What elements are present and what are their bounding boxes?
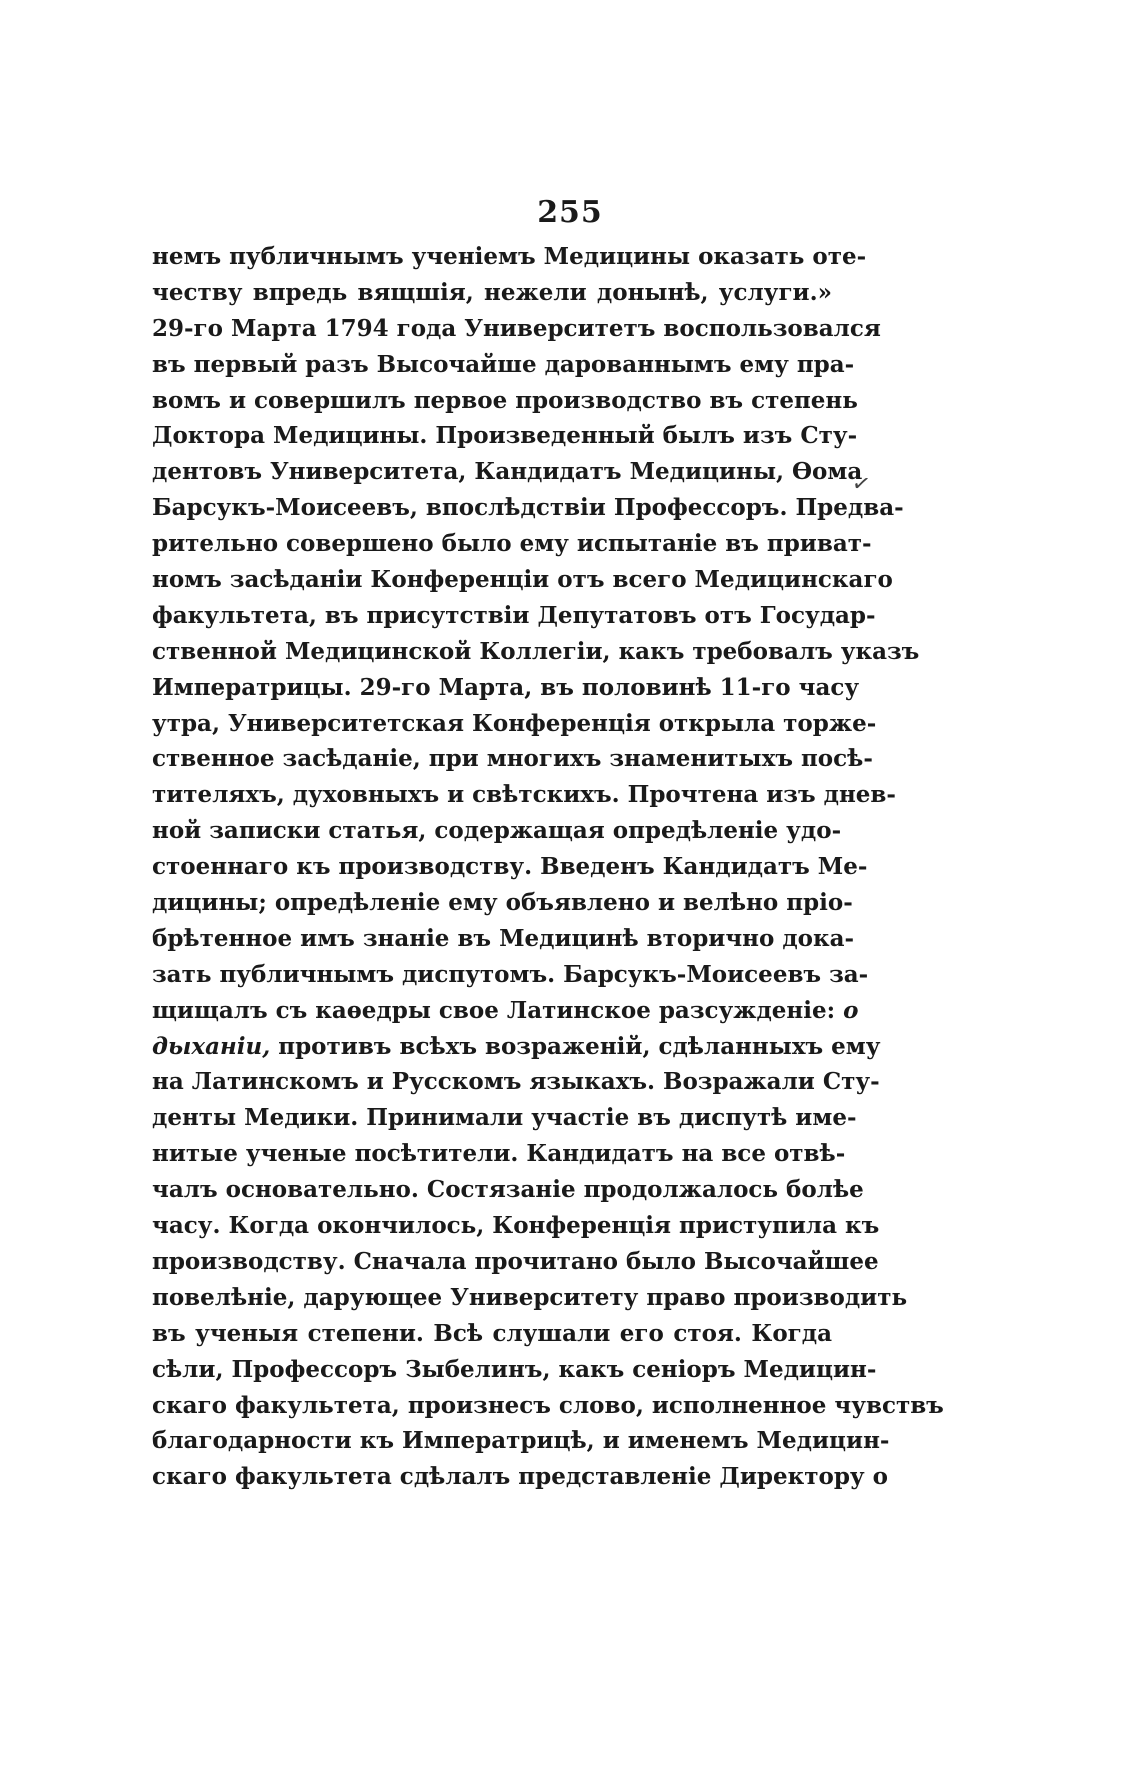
text-line: ной записки статья, содержащая опредѣленіе удо- (152, 817, 842, 845)
margin-check-mark: ✓ (849, 470, 873, 499)
italic-fragment: дыханіи, (152, 1032, 271, 1060)
text-line: повелѣніе, дарующее Университету право производить (152, 1283, 908, 1311)
text-line: номъ засѣданіи Конференціи отъ всего Медицинскаго (152, 566, 893, 594)
body-text (152, 239, 944, 1495)
text-line: въ ученыя степени. Всѣ слушали его стоя. Когда (152, 1319, 832, 1347)
text-fragment: противъ всѣхъ возраженій, сдѣланныхъ ему (270, 1032, 881, 1060)
text-line: честву впредь вящшія, нежели донынѣ, услуги.» (152, 278, 832, 306)
text-line: рительно совершено было ему испытаніе въ приват- (152, 530, 872, 558)
text-line: благодарности къ Императрицѣ, и именемъ Медицин- (152, 1427, 890, 1455)
text-line: денты Медики. Принимали участіе въ диспутѣ име- (152, 1104, 857, 1132)
text-line: нитые ученые посѣтители. Кандидатъ на все отвѣ- (152, 1140, 846, 1168)
text-line: Доктора Медицины. Произведенный былъ изъ Сту- (152, 422, 858, 450)
text-line: Императрицы. 29-го Марта, въ половинѣ 11-го часу (152, 673, 860, 701)
italic-fragment: о (843, 996, 859, 1024)
text-line: факультета, въ присутствіи Депутатовъ отъ Государ- (152, 601, 876, 629)
page-number: 255 (537, 195, 603, 230)
text-line: дицины; опредѣленіе ему объявлено и велѣно пріо- (152, 889, 853, 917)
text-line: ственное засѣданіе, при многихъ знаменитыхъ посѣ- (152, 745, 873, 773)
text-line: немъ публичнымъ ученіемъ Медицины оказать оте- (152, 243, 867, 270)
text-line: въ первый разъ Высочайше дарованнымъ ему пра- (152, 350, 855, 378)
text-line: на Латинскомъ и Русскомъ языкахъ. Возражали Сту- (152, 1068, 880, 1096)
text-line: Барсукъ-Моисеевъ, впослѣдствіи Профессоръ. Предва- (152, 494, 904, 522)
text-fragment: щищалъ съ каѳедры свое Латинское разсужденіе: (152, 996, 844, 1024)
text-line: стоеннаго къ производству. Введенъ Кандидатъ Ме- (152, 853, 868, 881)
text-line (152, 1029, 881, 1065)
text-line: чалъ основательно. Состязаніе продолжалось болѣе (152, 1176, 864, 1204)
text-line: утра, Университетская Конференція открыла торже- (152, 709, 877, 737)
text-line: ственной Медицинской Коллегіи, какъ требовалъ указъ (152, 637, 920, 665)
text-line: вомъ и совершилъ первое производство въ степень (152, 386, 858, 414)
text-line: производству. Сначала прочитано было Высочайшее (152, 1247, 879, 1275)
text-line: скаго факультета, произнесъ слово, исполненное чувствъ (152, 1391, 944, 1419)
text-line (152, 993, 859, 1029)
text-line: скаго факультета сдѣлалъ представленіе Директору о (152, 1463, 888, 1491)
text-line: дентовъ Университета, Кандидатъ Медицины, Ѳома (152, 458, 863, 486)
text-line: сѣли, Профессоръ Зыбелинъ, какъ сеніоръ Медицин- (152, 1355, 877, 1383)
text-line: зать публичнымъ диспутомъ. Барсукъ-Моисеевъ за- (152, 960, 869, 988)
text-line: брѣтенное имъ знаніе въ Медицинѣ вторично дока- (152, 924, 855, 952)
text-line: часу. Когда окончилось, Конференція приступила къ (152, 1212, 880, 1240)
text-line: тителяхъ, духовныхъ и свѣтскихъ. Прочтена изъ днев- (152, 781, 896, 809)
text-line: 29-го Марта 1794 года Университетъ воспользовался (152, 314, 881, 342)
